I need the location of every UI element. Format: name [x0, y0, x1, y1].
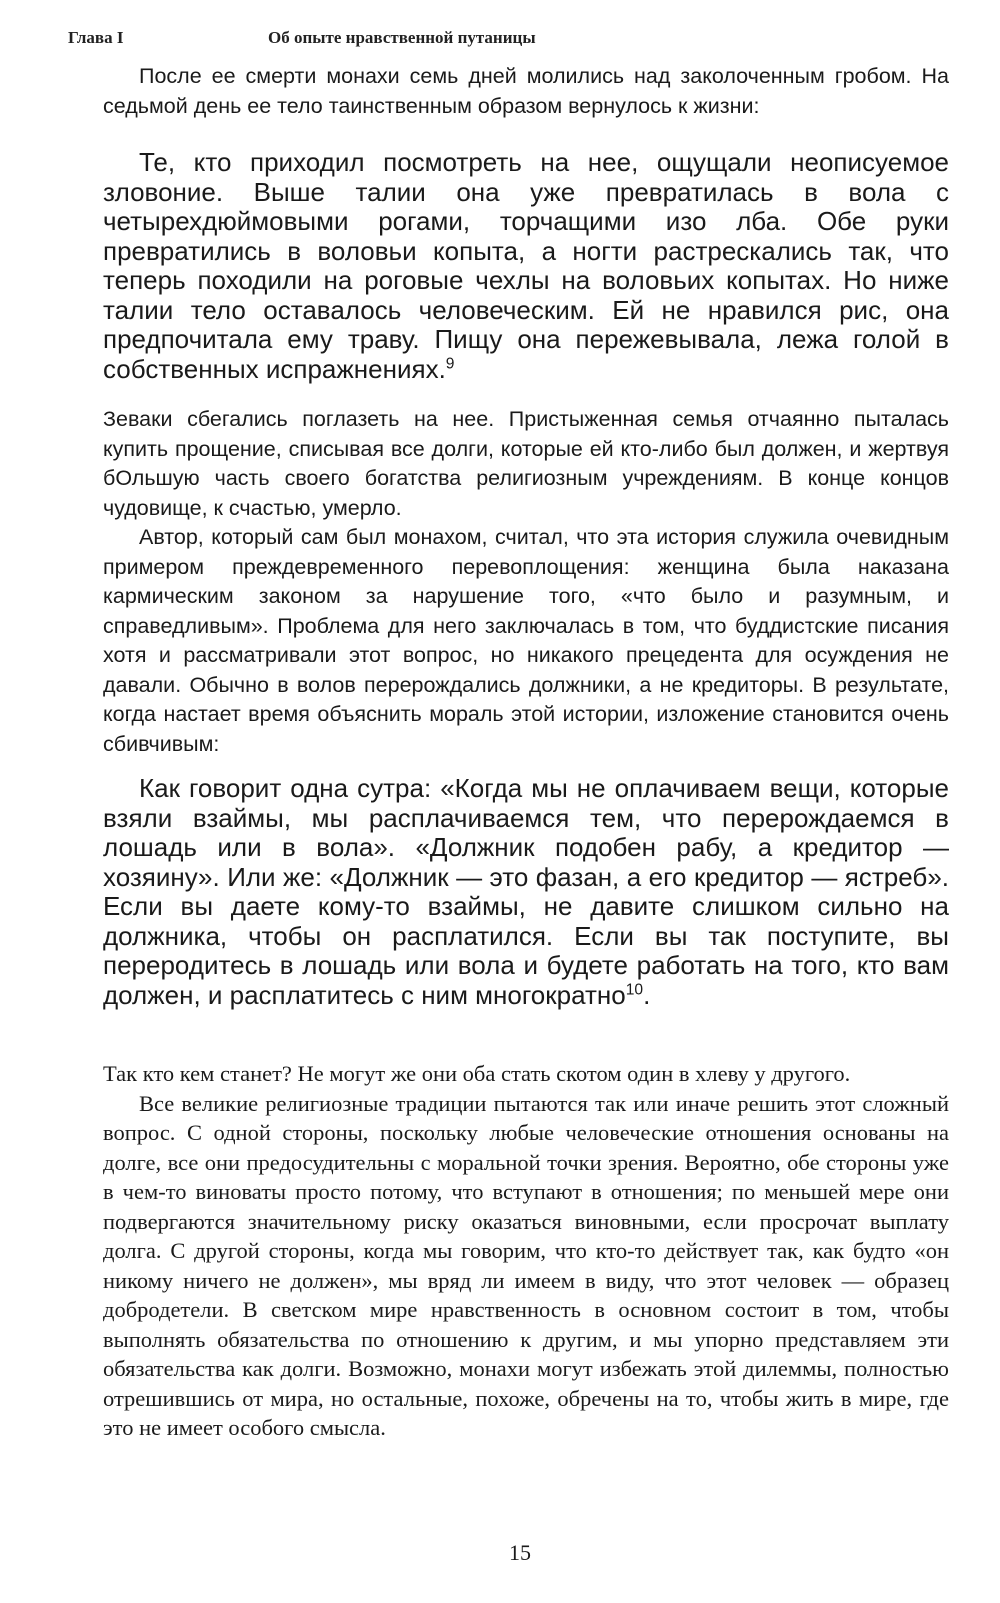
paragraph: Все великие религиозные традиции пытаются так или иначе решить этот сложный вопрос. С одной стороны, поскольку любые человеческие отношения основаны на долге, все они предосудительны с моральной точки зрения. Вероятно, обе стороны уже в чем-то виноваты просто потому, что вступают в отношения; по меньшей мере они подвергаются значительному риску оказаться виновными, если просрочат выплату долга. С другой стороны, когда мы говорим, что кто-то действует так, как будто «он никому ничего не должен», мы вряд ли имеем в виду, что этот человек — образец добродетели. В светском мире нравственность в основном состоит в том, чтобы выполнять обязательства по отношению к другим, и мы упорно представляем эти обязательства как долги. Возможно, монахи могут избежать этой дилеммы, полностью отрешившись от мира, но остальные, похоже, обречены на то, чтобы жить в мире, где это не имеет особого смысла.	[103, 1090, 949, 1440]
text-block-conclusion	[103, 1059, 949, 1443]
footnote-marker: 9	[445, 354, 455, 372]
paragraph: Автор, который сам был монахом, считал, что эта история служила очевидным примером преждевременного перевоплощения: женщина была наказана кармическим законом за нарушение того, «что было и разумным, и справедливым». Проблема для него заключалась в том, что буддистские писания хотя и рассматривали этот вопрос, но никакого прецедента для осуждения не давали. Обычно в волов перерождались должники, а не кредиторы. В результате, когда настает время объяснить мораль этой истории, изложение становится очень сбивчивым:	[103, 525, 949, 756]
block-quote-sutra	[103, 774, 949, 1010]
quote-paragraph: Как говорит одна сутра: «Когда мы не оплачиваем вещи, которые взяли взаймы, мы расплачиваемся тем, что перерождаемся в лошадь или в вола». «Должник подобен рабу, а кредитор — хозяину». Или же: «Должник — это фазан, а его кредитор — ястреб». Если вы даете кому-то взаймы, не давите слишком сильно на должника, чтобы он расплатился. Если вы так поступите, вы переродитесь в лошадь или вола и будете работать на того, кто вам должен, и расплатитесь с ним многократно$^{10}$.	[103, 773, 949, 1010]
paragraph: Зеваки сбегались поглазеть на нее. Пристыженная семья отчаянно пыталась купить прощение, списывая все долги, которые ей кто-либо был должен, и жертвуя бОльшую часть своего богатства религиозным учреждениям. В конце концов чудовище, к счастью, умерло.	[103, 407, 949, 520]
quote-paragraph: Те, кто приходил посмотреть на нее, ощущали неописуемое зловоние. Выше талии она уже превратилась в вола с четырехдюймовыми рогами, торчащими изо лба. Обе руки превратились в воловьи копыта, а ногти растрескались так, что теперь походили на роговые чехлы на воловьих копытах. Но ниже талии тело оставалось человеческим. Ей не нравился рис, она предпочитала ему траву. Пищу она пережевывала, лежа голой в собственных испражнениях.$^9$	[103, 147, 949, 384]
block-quote-transformation	[103, 148, 949, 384]
chapter-label: Глава I	[68, 28, 124, 47]
paragraph: После ее смерти монахи семь дней молились над заколоченным гробом. На седьмой день ее тело таинственным образом вернулось к жизни:	[103, 64, 949, 118]
page-number: 15	[509, 1540, 531, 1565]
quote-text: Как говорит одна сутра: «Когда мы не оплачиваем вещи, которые взяли взаймы, мы расплачиваемся тем, что перерождаемся в лошадь или в вола». «Должник подобен рабу, а кредитор — хозяину». Или же: «Должник — это фазан, а его кредитор — ястреб». Если вы даете кому-то взаймы, не давите слишком сильно на должника, чтобы он расплатился. Если вы так поступите, вы переродитесь в лошадь или вола и будете работать на того, кто вам должен, и расплатитесь с ним многократно	[103, 773, 949, 1010]
text-block-intro	[103, 62, 949, 121]
text-block-commentary	[103, 405, 949, 759]
paragraph: Так кто кем станет? Не могут же они оба стать скотом один в хлеву у другого.	[103, 1061, 851, 1086]
footnote-marker: 10	[625, 980, 644, 998]
quote-text: Те, кто приходил посмотреть на нее, ощущали неописуемое зловоние. Выше талии она уже превратилась в вола с четырехдюймовыми рогами, торчащими изо лба. Обе руки превратились в воловьи копыта, а ногти растрескались так, что теперь походили на роговые чехлы на воловьих копытах. Но ниже талии тело оставалось человеческим. Ей не нравился рис, она предпочитала ему траву. Пищу она пережевывала, лежа голой в собственных испражнениях	[103, 147, 949, 384]
chapter-title: Об опыте нравственной путаницы	[268, 28, 536, 47]
